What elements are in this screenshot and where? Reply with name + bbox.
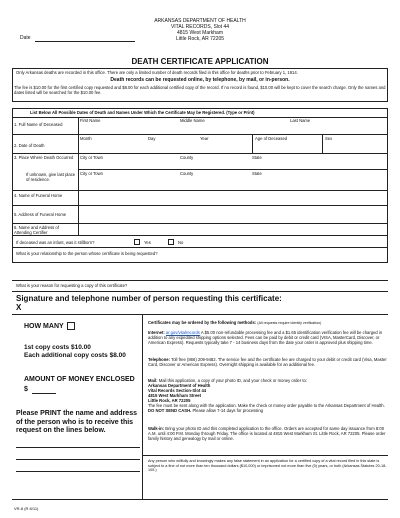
mail-address-1: Arkansas Department of Health: [148, 383, 211, 388]
list-header: List Below All Possible Dates of Death and Names Under Which the Certificate May be Registered. (Type or Print): [30, 110, 255, 115]
header-line4: Little Rock, AR 72205: [175, 36, 225, 42]
middle-name-label: Middle Name: [180, 118, 205, 123]
internet-link[interactable]: ar.gov/vitalrecords: [165, 330, 200, 335]
county-label-2: County: [180, 171, 194, 176]
first-name-label: First Name: [80, 118, 101, 123]
methods-heading-row: [148, 320, 388, 326]
stillborn-yes-checkbox[interactable]: [134, 239, 140, 245]
amount-enclosed-label: AMOUNT OF MONEY ENCLOSED: [24, 376, 135, 383]
mail-text-2: The fee must be sent along with the application. Make the check or money order payable to the Arkansas Department of Health.: [148, 403, 385, 408]
month-label: Month: [80, 136, 92, 141]
mail-no-cash: DO NOT SEND CASH.: [148, 408, 192, 413]
row3-label: 3. Place Where Death Occurred: [14, 155, 74, 160]
intro-fee: The fee is $10.00 for the first certified copy requested and $8.00 for each additional certified copy of the record. If no record is found, $10.00 will be kept to cover the search charge. Only the names and dates listed will be searched for the $10.00 fee.: [14, 85, 386, 95]
dollar-sign: $: [24, 386, 28, 393]
copy-cost-additional: Each additional copy costs $8.00: [24, 352, 126, 359]
stillborn-yes-label: Yes: [144, 240, 151, 245]
mail-address-4: Little Rock, AR 72205: [148, 398, 191, 403]
internet-label: Internet:: [148, 330, 165, 335]
relationship-field[interactable]: [16, 257, 386, 263]
amount-field[interactable]: [32, 393, 56, 394]
walkin-text: Bring your photo ID and this completed application to the office. Orders are accepted for same day issuance from 8:00 A.M. until 4:00 P.M. Monday through Friday. The office is located at 4815 West Markham St. Little Rock, AR 72205. Please order family history and genealogy by mail or online.: [148, 426, 386, 441]
intro-notice: Only Arkansas deaths are recorded in this office. There are only a limited number of death records filed in this office for deaths prior to February 1, 1914.: [16, 70, 298, 75]
relationship-question: What is your relationship to the person whose certificate is being requested?: [16, 251, 158, 256]
row4-label: 4. Name of Funeral Home: [14, 193, 63, 198]
funeral-home-address-field[interactable]: [80, 208, 386, 218]
age-label: Age of Deceased: [255, 136, 288, 141]
how-many-field[interactable]: [67, 322, 75, 330]
last-name-label: Last Name: [290, 118, 311, 123]
row2-label: 2. Date of Death: [14, 143, 45, 148]
reason-question: What is your reason for requesting a copy of this certificate?: [16, 283, 128, 288]
stillborn-no-checkbox[interactable]: [168, 239, 174, 245]
city-label: City or Town: [80, 155, 103, 160]
state-label-2: State: [252, 171, 262, 176]
method-internet: [148, 330, 388, 345]
walkin-label: Walk-in:: [148, 426, 165, 431]
date-of-death-field[interactable]: [80, 142, 250, 151]
method-walkin: [148, 426, 388, 441]
mail-label: Mail:: [148, 378, 158, 383]
internet-text: A $5.00 non-refundable processing fee and a $1.65 identification verification fee will be charged in addition to any expedited shipping options selected. Fees can be paid by debit or credit card (VISA, MasterCard, Discover, or American Express). Requests typically take 7 - 14 business days from the date your order is approved plus shipping time.: [148, 330, 383, 345]
recipient-line-3[interactable]: [16, 471, 140, 472]
county-label: County: [180, 155, 194, 160]
state-label: State: [252, 155, 262, 160]
signature-field[interactable]: [26, 302, 386, 312]
agency-header: [100, 18, 300, 42]
row1-label: 1. Full Name of Deceased: [14, 122, 63, 127]
recipient-line-2[interactable]: [16, 459, 140, 460]
row5-label: 5. Address of Funeral Home: [14, 212, 67, 217]
page-title: DEATH CERTIFICATE APPLICATION: [131, 57, 269, 66]
methods-heading-note: (All requests require identity verification): [257, 321, 322, 325]
method-mail: [148, 378, 388, 413]
recipient-line-1[interactable]: [16, 447, 140, 448]
method-telephone: [148, 357, 388, 367]
row6-label: 6. Name and Address of Attending Certifier: [14, 225, 59, 235]
mail-text-3: Please allow 7-14 days for processing: [191, 408, 263, 413]
mail-address-2: Vital Records Section-Slot 44: [148, 388, 207, 393]
print-note: Please PRINT the name and address of the person who is to receive this request on the lines below.: [16, 410, 137, 434]
row3b-label: If unknown, give last place of residence.: [26, 172, 76, 182]
penalty-notice: Any person who willfully and knowingly makes any false statement in an application for a certified copy of a vital record filed in this state is subject to a fine of not more than ten thousand dollars ($10,000) or imprisoned not more than five (5) years, or both (Arkansas Statutes 20-18-105.): [148, 459, 387, 473]
signature-x: X: [16, 303, 22, 312]
certifier-field[interactable]: [80, 225, 386, 235]
sex-label: Sex: [325, 136, 333, 141]
how-many-label: HOW MANY: [24, 323, 64, 330]
header-line1: ARKANSAS DEPARTMENT OF HEALTH: [154, 18, 246, 24]
date-label: Date: [20, 35, 31, 41]
header-line3: 4815 West Markham: [176, 30, 224, 36]
stillborn-question: If deceased was an infant, was it stillborn?: [16, 240, 95, 245]
header-line2: VITAL RECORDS, Slot 44: [170, 24, 230, 30]
form-number: VR-8 (R 8/11): [14, 506, 39, 511]
methods-heading: Certificates may be ordered by the following methods:: [148, 320, 257, 325]
intro-request-methods: Death records can be requested online, by telephone, by mail, or in-person.: [110, 77, 290, 83]
telephone-label: Telephone:: [148, 357, 171, 362]
year-label: Year: [200, 136, 209, 141]
copy-cost-first: 1st copy costs $10.00: [24, 344, 91, 351]
reason-field[interactable]: [16, 268, 386, 278]
mail-address-3: 4815 West Markham Street: [148, 393, 201, 398]
city-label-2: City or Town: [80, 171, 103, 176]
mail-text: Mail this application, a copy of your photo ID, and your check or money order to:: [157, 378, 307, 383]
signature-label: Signature and telephone number of person requesting this certificate:: [16, 294, 282, 303]
telephone-text: Toll free (866) 209-9482. The service fee and the certificate fee are charged to your debit or credit card (Visa, Master Card, Discover or American Express). Overnight shipping is available for an additional fee.: [148, 357, 387, 367]
day-label: Day: [148, 136, 156, 141]
full-name-field[interactable]: [80, 124, 386, 133]
stillborn-no-label: No: [178, 240, 184, 245]
funeral-home-field[interactable]: [80, 192, 386, 202]
date-field[interactable]: [35, 41, 135, 42]
